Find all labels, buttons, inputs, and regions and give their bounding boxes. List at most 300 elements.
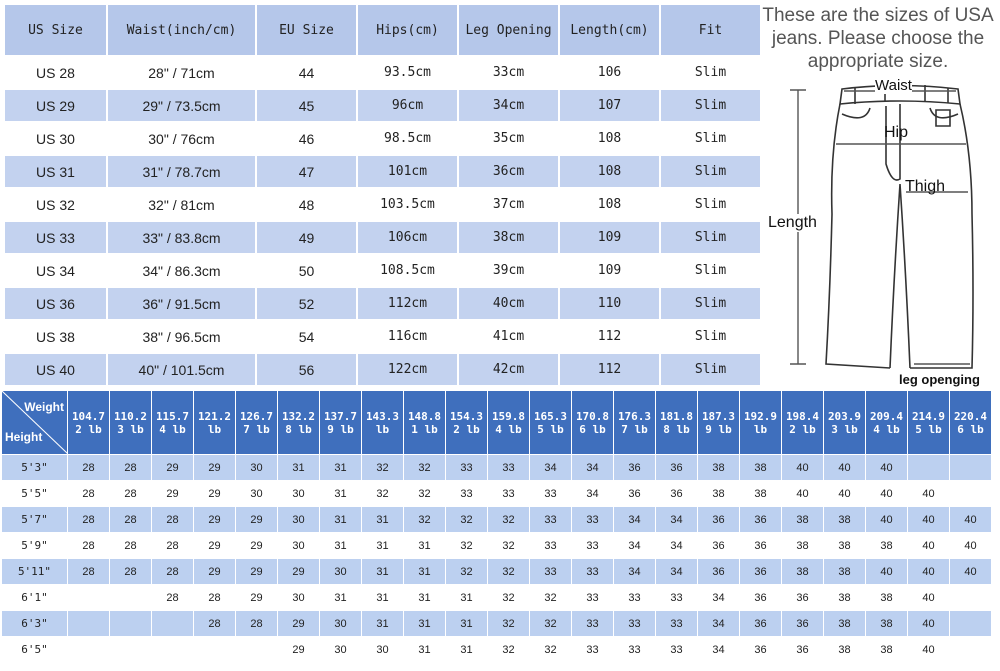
size-cell: 101cm: [357, 155, 458, 188]
size-row: [4, 56, 761, 89]
size-value-cell: 34: [614, 533, 656, 559]
size-value-cell: [110, 611, 152, 637]
size-cell: 31" / 78.7cm: [107, 155, 256, 188]
size-value-cell: 38: [698, 481, 740, 507]
size-cell: Slim: [660, 122, 761, 155]
weight-unit: 5 lb: [915, 422, 942, 436]
size-cell: US 36: [4, 287, 107, 320]
size-cell: 33" / 83.8cm: [107, 221, 256, 254]
size-cell: US 29: [4, 89, 107, 122]
weight-header-cell: [530, 391, 572, 455]
size-value-cell: 31: [362, 559, 404, 585]
weight-header-cell: [236, 391, 278, 455]
weight-value: 104.7: [71, 409, 106, 423]
size-value-cell: 33: [656, 585, 698, 611]
size-cell: 122cm: [357, 353, 458, 386]
size-value-cell: 34: [698, 611, 740, 637]
header-leg-opening: Leg Opening: [458, 4, 559, 56]
weight-unit: 6 lb: [579, 422, 606, 436]
weight-value: 214.9: [911, 409, 946, 423]
size-value-cell: 40: [908, 533, 950, 559]
size-cell: 48: [256, 188, 357, 221]
size-cell: 46: [256, 122, 357, 155]
size-cell: Slim: [660, 56, 761, 89]
weight-unit: 5 lb: [537, 422, 564, 436]
size-cell: 106: [559, 56, 660, 89]
diagram-label-waist: Waist: [875, 77, 912, 94]
header-waist: Waist(inch/cm): [107, 4, 256, 56]
size-cell: 52: [256, 287, 357, 320]
size-value-cell: 33: [572, 585, 614, 611]
size-value-cell: 33: [530, 559, 572, 585]
size-value-cell: 33: [614, 637, 656, 663]
size-value-cell: 33: [572, 637, 614, 663]
size-value-cell: 31: [320, 585, 362, 611]
size-value-cell: 32: [446, 533, 488, 559]
size-value-cell: 32: [446, 507, 488, 533]
weight-value: 170.8: [575, 409, 610, 423]
weight-value: 209.4: [869, 409, 904, 423]
size-value-cell: 33: [572, 559, 614, 585]
size-value-cell: 40: [950, 559, 992, 585]
weight-value: 148.8: [407, 409, 442, 423]
size-value-cell: 36: [740, 507, 782, 533]
size-value-cell: 31: [362, 585, 404, 611]
size-value-cell: 33: [530, 507, 572, 533]
size-cell: US 30: [4, 122, 107, 155]
weight-header-cell: [110, 391, 152, 455]
size-cell: Slim: [660, 287, 761, 320]
size-value-cell: 38: [866, 533, 908, 559]
weight-header-cell: [782, 391, 824, 455]
size-value-cell: 31: [446, 585, 488, 611]
size-value-cell: [152, 611, 194, 637]
size-cell: 49: [256, 221, 357, 254]
size-value-cell: 36: [782, 637, 824, 663]
size-value-cell: 34: [656, 507, 698, 533]
size-cell: 33cm: [458, 56, 559, 89]
size-value-cell: 31: [278, 455, 320, 481]
diagram-label-hip: Hip: [884, 124, 909, 141]
size-value-cell: [68, 637, 110, 663]
size-value-cell: 40: [950, 507, 992, 533]
size-value-cell: 28: [110, 455, 152, 481]
size-value-cell: 40: [866, 481, 908, 507]
weight-unit: 7 lb: [621, 422, 648, 436]
size-value-cell: 38: [782, 507, 824, 533]
size-cell: 112: [559, 320, 660, 353]
size-value-cell: 33: [488, 481, 530, 507]
header-length: Length(cm): [559, 4, 660, 56]
size-value-cell: 32: [488, 585, 530, 611]
weight-unit: 3 lb: [117, 422, 144, 436]
size-value-cell: [950, 585, 992, 611]
size-value-cell: 28: [110, 481, 152, 507]
size-value-cell: 38: [782, 559, 824, 585]
weight-unit: 4 lb: [873, 422, 900, 436]
weight-value: 198.4: [785, 409, 820, 423]
size-value-cell: 38: [824, 611, 866, 637]
size-value-cell: 29: [278, 637, 320, 663]
height-label-cell: 6'5": [2, 637, 68, 663]
size-value-cell: 40: [908, 559, 950, 585]
size-value-cell: 30: [236, 455, 278, 481]
size-value-cell: 40: [782, 455, 824, 481]
size-value-cell: 40: [908, 611, 950, 637]
size-value-cell: 33: [530, 481, 572, 507]
diagram-label-length: Length: [768, 214, 817, 231]
size-value-cell: 40: [824, 455, 866, 481]
size-value-cell: [194, 637, 236, 663]
size-cell: 96cm: [357, 89, 458, 122]
size-value-cell: 34: [572, 455, 614, 481]
size-value-cell: 28: [110, 507, 152, 533]
size-row: [4, 287, 761, 320]
size-value-cell: 29: [236, 585, 278, 611]
size-note: These are the sizes of USA jeans. Please choose the appropriate size.: [762, 5, 994, 72]
weight-value: 159.8: [491, 409, 526, 423]
weight-header-cell: [656, 391, 698, 455]
weight-value: 220.4: [953, 409, 988, 423]
size-cell: 107: [559, 89, 660, 122]
size-value-cell: 31: [362, 533, 404, 559]
size-value-cell: 29: [194, 533, 236, 559]
weight-value: 143.3: [365, 409, 400, 423]
size-value-cell: 40: [908, 481, 950, 507]
size-cell: 116cm: [357, 320, 458, 353]
size-cell: 98.5cm: [357, 122, 458, 155]
size-cell: 47: [256, 155, 357, 188]
size-value-cell: 32: [530, 611, 572, 637]
size-cell: 112cm: [357, 287, 458, 320]
header-fit: Fit: [660, 4, 761, 56]
size-value-cell: 33: [530, 533, 572, 559]
size-value-cell: 31: [320, 455, 362, 481]
size-cell: 40cm: [458, 287, 559, 320]
size-cell: 50: [256, 254, 357, 287]
weight-header-cell: [824, 391, 866, 455]
size-value-cell: 40: [908, 637, 950, 663]
size-value-cell: 34: [698, 637, 740, 663]
size-value-cell: 32: [488, 637, 530, 663]
weight-header-row: [2, 391, 992, 455]
height-row: [2, 637, 992, 663]
weight-header-cell: [866, 391, 908, 455]
size-cell: 108.5cm: [357, 254, 458, 287]
weight-header-cell: [362, 391, 404, 455]
size-cell: US 40: [4, 353, 107, 386]
size-value-cell: 38: [740, 455, 782, 481]
size-cell: 54: [256, 320, 357, 353]
size-value-cell: 33: [572, 533, 614, 559]
size-chart-body: [4, 56, 761, 386]
size-cell: 109: [559, 221, 660, 254]
weight-value: 115.7: [155, 409, 190, 423]
size-value-cell: 36: [740, 533, 782, 559]
size-cell: 34" / 86.3cm: [107, 254, 256, 287]
size-row: [4, 320, 761, 353]
size-value-cell: 28: [68, 533, 110, 559]
size-value-cell: 38: [824, 585, 866, 611]
weight-unit: lb: [207, 422, 222, 436]
size-value-cell: 28: [152, 559, 194, 585]
size-value-cell: 33: [446, 481, 488, 507]
height-label-cell: 6'3": [2, 611, 68, 637]
weight-value: 154.3: [449, 409, 484, 423]
size-value-cell: [110, 585, 152, 611]
size-cell: US 28: [4, 56, 107, 89]
height-label-cell: 5'7": [2, 507, 68, 533]
size-cell: Slim: [660, 353, 761, 386]
weight-height-corner: [2, 391, 68, 455]
header-eu-size: EU Size: [256, 4, 357, 56]
size-cell: 103.5cm: [357, 188, 458, 221]
size-cell: 106cm: [357, 221, 458, 254]
size-value-cell: 33: [572, 611, 614, 637]
size-row: [4, 89, 761, 122]
diagram-label-thigh: Thigh: [905, 178, 946, 195]
weight-header-cell: [320, 391, 362, 455]
header-us-size: US Size: [4, 4, 107, 56]
weight-unit: 6 lb: [957, 422, 984, 436]
height-row: [2, 559, 992, 585]
size-cell: 45: [256, 89, 357, 122]
size-value-cell: 30: [320, 637, 362, 663]
size-value-cell: 31: [404, 559, 446, 585]
size-value-cell: 29: [152, 455, 194, 481]
size-cell: Slim: [660, 155, 761, 188]
size-value-cell: 32: [362, 455, 404, 481]
weight-value: 132.2: [281, 409, 316, 423]
size-value-cell: 36: [698, 507, 740, 533]
size-value-cell: [110, 637, 152, 663]
size-cell: 108: [559, 155, 660, 188]
size-value-cell: 34: [656, 533, 698, 559]
size-value-cell: 32: [362, 481, 404, 507]
weight-label: Weight: [24, 400, 64, 414]
size-value-cell: 40: [950, 533, 992, 559]
height-label-cell: 5'3": [2, 455, 68, 481]
size-value-cell: 30: [278, 507, 320, 533]
size-cell: 37cm: [458, 188, 559, 221]
size-cell: 112: [559, 353, 660, 386]
size-value-cell: 33: [614, 585, 656, 611]
size-value-cell: 28: [110, 533, 152, 559]
weight-value: 126.7: [239, 409, 274, 423]
weight-unit: lb: [375, 422, 390, 436]
size-value-cell: [236, 637, 278, 663]
size-value-cell: 31: [320, 507, 362, 533]
size-value-cell: 34: [698, 585, 740, 611]
size-value-cell: [68, 585, 110, 611]
size-chart-header-row: [4, 4, 761, 56]
size-value-cell: 36: [782, 585, 824, 611]
height-label-cell: 5'5": [2, 481, 68, 507]
size-cell: 35cm: [458, 122, 559, 155]
size-value-cell: 32: [488, 559, 530, 585]
size-value-cell: 38: [740, 481, 782, 507]
size-value-cell: 32: [404, 455, 446, 481]
size-value-cell: 30: [278, 585, 320, 611]
size-value-cell: 36: [740, 585, 782, 611]
weight-header-cell: [698, 391, 740, 455]
size-value-cell: 34: [614, 507, 656, 533]
size-value-cell: 28: [68, 559, 110, 585]
weight-unit: 4 lb: [159, 422, 186, 436]
size-cell: 32" / 81cm: [107, 188, 256, 221]
size-value-cell: 36: [740, 637, 782, 663]
size-value-cell: 36: [740, 559, 782, 585]
size-value-cell: [908, 455, 950, 481]
size-value-cell: 30: [278, 481, 320, 507]
weight-value: 176.3: [617, 409, 652, 423]
size-value-cell: 30: [320, 611, 362, 637]
weight-header-cell: [278, 391, 320, 455]
height-label-cell: 5'11": [2, 559, 68, 585]
size-chart-table: [3, 3, 762, 387]
weight-unit: 2 lb: [453, 422, 480, 436]
size-value-cell: 28: [194, 611, 236, 637]
size-value-cell: 28: [68, 507, 110, 533]
size-value-cell: 31: [404, 637, 446, 663]
size-cell: 29" / 73.5cm: [107, 89, 256, 122]
size-cell: 30" / 76cm: [107, 122, 256, 155]
size-cell: 39cm: [458, 254, 559, 287]
size-value-cell: 38: [866, 585, 908, 611]
size-cell: 42cm: [458, 353, 559, 386]
weight-unit: 3 lb: [831, 422, 858, 436]
size-value-cell: [950, 455, 992, 481]
size-value-cell: 34: [572, 481, 614, 507]
size-value-cell: 29: [278, 611, 320, 637]
size-value-cell: [950, 611, 992, 637]
weight-unit: 2 lb: [75, 422, 102, 436]
size-value-cell: 31: [362, 507, 404, 533]
size-value-cell: 32: [488, 507, 530, 533]
size-value-cell: 36: [614, 481, 656, 507]
weight-value: 203.9: [827, 409, 862, 423]
diagram-label-leg-opening: leg openging: [899, 372, 980, 387]
weight-unit: 4 lb: [495, 422, 522, 436]
jeans-outline-icon: [760, 74, 998, 390]
size-value-cell: 38: [824, 637, 866, 663]
size-value-cell: 31: [404, 585, 446, 611]
size-value-cell: 28: [68, 481, 110, 507]
size-value-cell: 40: [908, 507, 950, 533]
height-label-cell: 6'1": [2, 585, 68, 611]
size-value-cell: 36: [656, 481, 698, 507]
size-value-cell: 31: [320, 481, 362, 507]
size-cell: US 38: [4, 320, 107, 353]
size-value-cell: 29: [194, 481, 236, 507]
size-value-cell: 30: [320, 559, 362, 585]
size-cell: 109: [559, 254, 660, 287]
size-cell: 40" / 101.5cm: [107, 353, 256, 386]
size-value-cell: 31: [404, 533, 446, 559]
size-value-cell: 29: [236, 533, 278, 559]
height-row: [2, 533, 992, 559]
height-row: [2, 455, 992, 481]
height-row: [2, 611, 992, 637]
weight-header-cell: [446, 391, 488, 455]
weight-value: 187.3: [701, 409, 736, 423]
weight-unit: 2 lb: [789, 422, 816, 436]
size-value-cell: 30: [278, 533, 320, 559]
size-value-cell: 28: [68, 455, 110, 481]
size-value-cell: 38: [866, 611, 908, 637]
weight-value: 192.9: [743, 409, 778, 423]
weight-header-cell: [740, 391, 782, 455]
height-label-cell: 5'9": [2, 533, 68, 559]
weight-unit: 7 lb: [243, 422, 270, 436]
size-value-cell: 31: [404, 611, 446, 637]
size-value-cell: 38: [698, 455, 740, 481]
weight-value: 137.7: [323, 409, 358, 423]
weight-header-cell: [488, 391, 530, 455]
jeans-diagram: [760, 74, 998, 390]
size-value-cell: 38: [782, 533, 824, 559]
size-row: [4, 188, 761, 221]
size-value-cell: 34: [656, 559, 698, 585]
size-value-cell: 40: [908, 585, 950, 611]
size-value-cell: 32: [530, 585, 572, 611]
weight-unit: 8 lb: [663, 422, 690, 436]
size-value-cell: 29: [152, 481, 194, 507]
size-cell: 108: [559, 188, 660, 221]
size-row: [4, 221, 761, 254]
size-cell: Slim: [660, 254, 761, 287]
size-value-cell: [152, 637, 194, 663]
weight-value: 121.2: [197, 409, 232, 423]
size-value-cell: 33: [656, 637, 698, 663]
size-value-cell: 32: [488, 611, 530, 637]
weight-value: 181.8: [659, 409, 694, 423]
weight-unit: 8 lb: [285, 422, 312, 436]
size-row: [4, 254, 761, 287]
size-cell: 93.5cm: [357, 56, 458, 89]
size-value-cell: [950, 637, 992, 663]
size-value-cell: 30: [236, 481, 278, 507]
size-value-cell: 38: [824, 533, 866, 559]
size-cell: US 34: [4, 254, 107, 287]
height-row: [2, 585, 992, 611]
weight-height-body: [2, 455, 992, 663]
size-row: [4, 353, 761, 386]
size-cell: Slim: [660, 188, 761, 221]
size-cell: Slim: [660, 320, 761, 353]
size-value-cell: 29: [236, 559, 278, 585]
size-value-cell: 28: [152, 533, 194, 559]
size-value-cell: 36: [698, 533, 740, 559]
weight-header-cell: [194, 391, 236, 455]
size-value-cell: 31: [320, 533, 362, 559]
size-value-cell: 33: [446, 455, 488, 481]
weight-unit: 1 lb: [411, 422, 438, 436]
size-cell: US 32: [4, 188, 107, 221]
size-value-cell: 30: [362, 637, 404, 663]
size-cell: Slim: [660, 89, 761, 122]
weight-header-cell: [614, 391, 656, 455]
size-cell: 110: [559, 287, 660, 320]
weight-header-cell: [950, 391, 992, 455]
weight-value: 165.3: [533, 409, 568, 423]
weight-unit: 9 lb: [327, 422, 354, 436]
size-value-cell: 38: [824, 507, 866, 533]
weight-unit: lb: [753, 422, 768, 436]
weight-height-table: [1, 390, 992, 663]
size-value-cell: 33: [656, 611, 698, 637]
size-value-cell: 28: [236, 611, 278, 637]
